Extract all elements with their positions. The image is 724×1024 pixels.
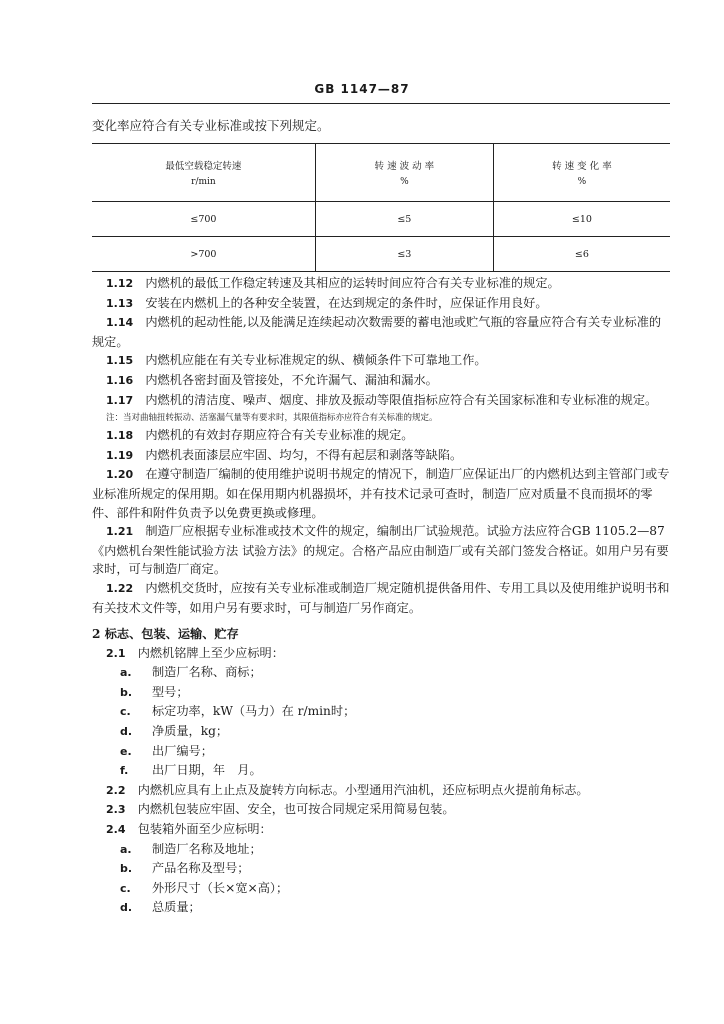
table-row — [92, 202, 670, 237]
table-header-cell: 最低空载稳定转速 r/min — [92, 144, 315, 202]
list-item: d. 总质量； — [120, 900, 201, 915]
table-row — [92, 237, 670, 272]
list-item: a. 制造厂名称及地址； — [120, 841, 262, 856]
clause-2-2: 2.2 内燃机应具有上止点及旋转方向标志。小型通用汽油机，还应标明点火提前角标志。 — [106, 782, 589, 797]
intro-sentence: 变化率应符合有关专业标准或按下列规定。 — [92, 118, 330, 133]
table-header-cell: 转 速 变 化 率 % — [493, 144, 670, 202]
clause-2-1: 2.1 内燃机铭牌上至少应标明： — [106, 645, 284, 660]
list-item: c. 标定功率，kW（马力）在 r/min时； — [120, 704, 356, 719]
list-item: e. 出厂编号； — [120, 743, 213, 758]
clause-note: 注：当对曲轴扭转振动、活塞漏气量等有要求时，其限值指标亦应符合有关标准的规定。 — [106, 413, 438, 424]
list-item: b. 产品名称及型号； — [120, 861, 250, 876]
clause-1-19: 1.19 内燃机表面漆层应牢固、均匀，不得有起层和剥落等缺陷。 — [106, 447, 463, 462]
clause-1-12: 1.12 内燃机的最低工作稳定转速及其相应的运转时间应符合有关专业标准的规定。 — [106, 276, 560, 290]
table-cell: ≤10 — [493, 202, 670, 237]
table-cell: ≤5 — [315, 202, 493, 237]
clause-1-21: 1.21 制造厂应根据专业标准或技术文件的规定，编制出厂试验规范。试验方法应符合GB 1105.2—87《内燃机台架性能试验方法 试验方法》的规定。合格产品应由制造厂或有关部门签发合格证。如用户另有要求时，可与制造厂商定。 — [92, 524, 669, 577]
table-cell: ≤6 — [493, 237, 670, 272]
table-cell: >700 — [92, 237, 315, 272]
list-item: b. 型号； — [120, 684, 189, 699]
clause-1-20: 1.20 在遵守制造厂编制的使用维护说明书规定的情况下，制造厂应保证出厂的内燃机达到主管部门或专业标准所规定的保用期。如在保用期内机器损坏，并有技术记录可查时，制造厂应对质量不良而损坏的零件、部件和附件负责予以免费更换或修理。 — [92, 467, 670, 520]
table-cell: ≤700 — [92, 202, 315, 237]
clause-2-4: 2.4 包装箱外面至少应标明： — [106, 822, 272, 837]
standard-header: GB 1147—87 — [314, 82, 410, 96]
header-rule — [92, 103, 670, 104]
clause-1-18: 1.18 内燃机的有效封存期应符合有关专业标准的规定。 — [106, 428, 414, 443]
list-item: c. 外形尺寸（长×宽×高）； — [120, 880, 289, 895]
document-body — [92, 274, 670, 918]
clause-1-17: 1.17 内燃机的清洁度、噪声、烟度、排放及振动等限值指标应符合有关国家标准和专业标准的规定。 — [106, 392, 658, 407]
clause-2-3: 2.3 内燃机包装应牢固、安全，也可按合同规定采用简易包装。 — [106, 802, 455, 817]
list-item: f. 出厂日期，年 月。 — [120, 763, 262, 778]
table-header-row — [92, 144, 670, 202]
table-cell: ≤3 — [315, 237, 493, 272]
section-2-heading: 2 标志、包装、运输、贮存 — [92, 627, 239, 642]
list-item: d. 净质量，kg； — [120, 724, 229, 739]
clause-1-22: 1.22 内燃机交货时，应按有关专业标准或制造厂规定随机提供备用件、专用工具以及使用维护说明书和有关技术文件等，如用户另有要求时，可与制造厂另作商定。 — [92, 580, 670, 615]
list-item: a. 制造厂名称、商标； — [120, 665, 262, 680]
speed-spec-table — [92, 143, 670, 272]
table-header-cell: 转 速 波 动 率 % — [315, 144, 493, 202]
clause-1-13: 1.13 安装在内燃机上的各种安全装置，在达到规定的条件时，应保证作用良好。 — [106, 295, 548, 310]
clause-1-14: 1.14 内燃机的起动性能,以及能满足连续起动次数需要的蓄电池或贮气瓶的容量应符合有关专业标准的规定。 — [92, 315, 662, 349]
clause-1-16: 1.16 内燃机各密封面及管接处，不允许漏气、漏油和漏水。 — [106, 372, 438, 387]
clause-1-15: 1.15 内燃机应能在有关专业标准规定的纵、横倾条件下可靠地工作。 — [106, 353, 487, 368]
